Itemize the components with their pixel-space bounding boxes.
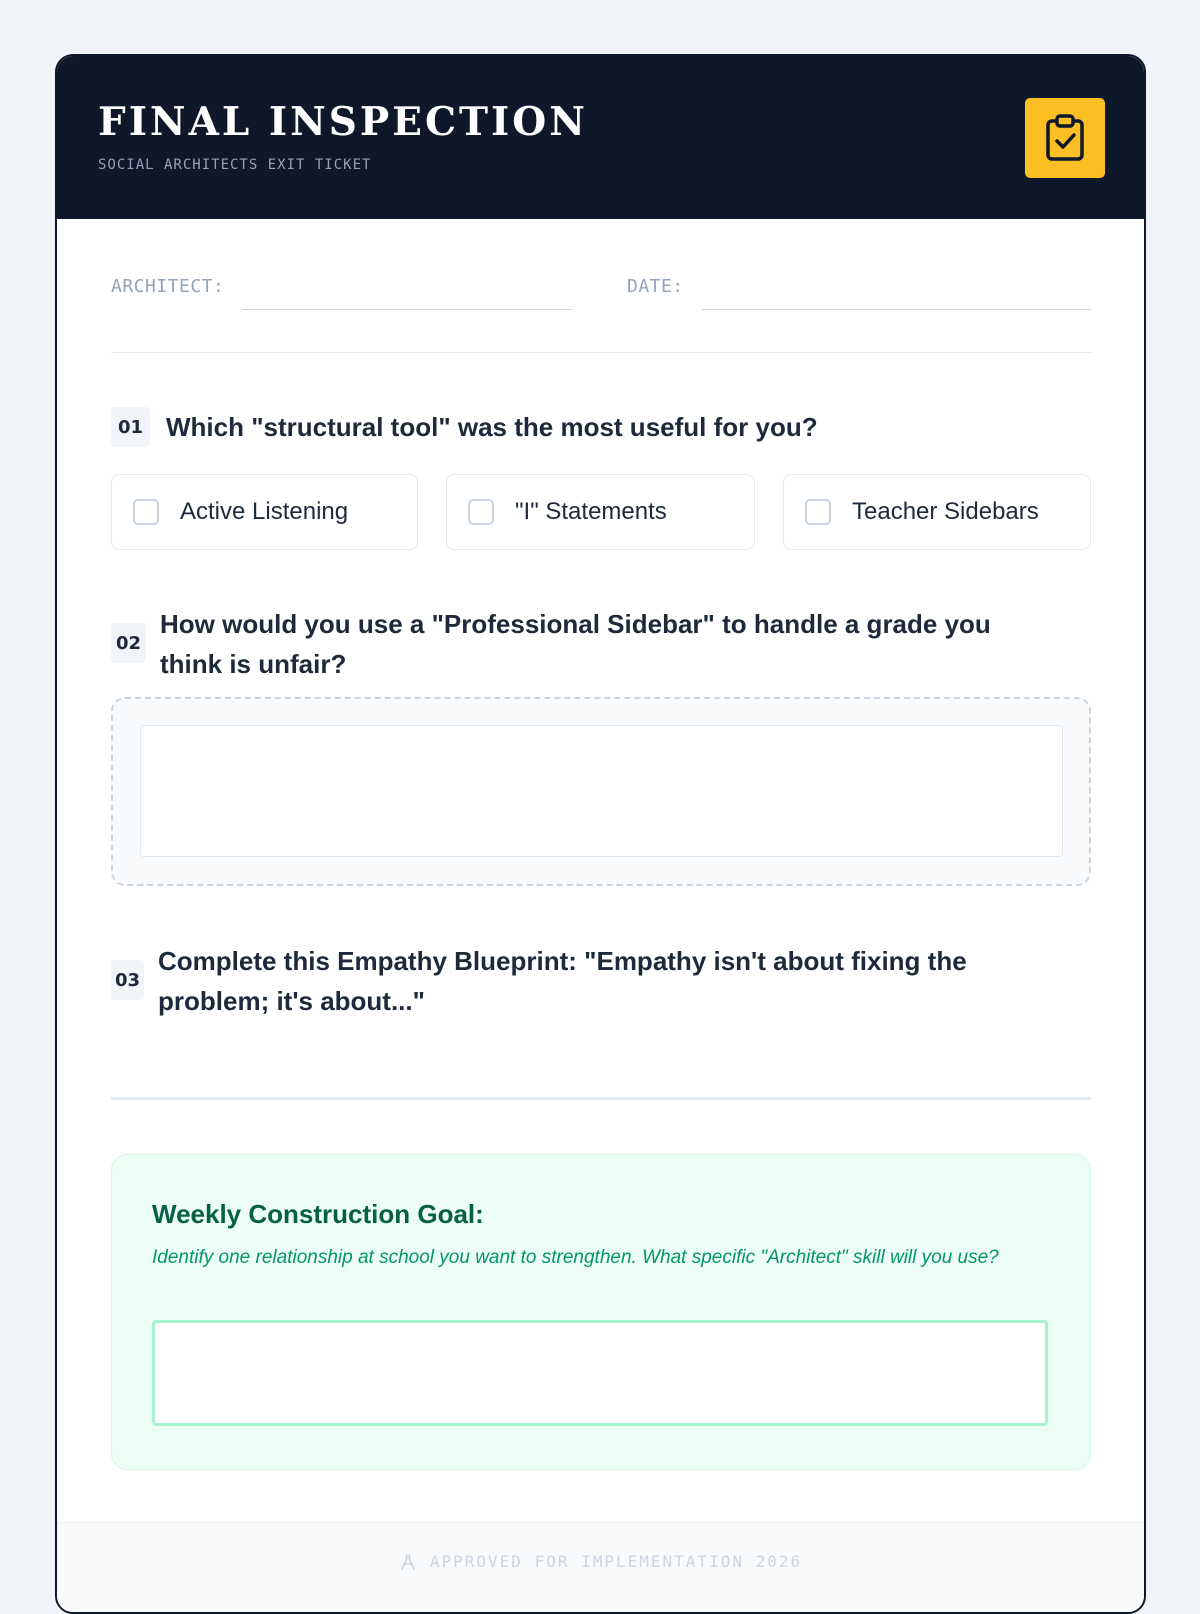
goal-input[interactable] bbox=[152, 1320, 1048, 1426]
architect-label: ARCHITECT: bbox=[111, 276, 225, 297]
footer bbox=[57, 1522, 1144, 1614]
answer-line[interactable] bbox=[111, 1097, 1091, 1100]
option-label: "I" Statements bbox=[515, 498, 667, 525]
header-badge bbox=[1025, 98, 1105, 178]
compass-icon bbox=[399, 1553, 417, 1571]
option-i-statements[interactable] bbox=[446, 474, 755, 550]
question-number: 02 bbox=[111, 623, 146, 663]
question-number: 01 bbox=[111, 407, 150, 447]
exit-ticket-card bbox=[55, 54, 1146, 1614]
checkbox[interactable] bbox=[133, 499, 159, 525]
page-title: FINAL INSPECTION bbox=[98, 99, 588, 145]
option-teacher-sidebars[interactable] bbox=[783, 474, 1091, 550]
date-field[interactable] bbox=[702, 309, 1091, 310]
footer-text: APPROVED FOR IMPLEMENTATION 2026 bbox=[429, 1552, 803, 1571]
goal-title: Weekly Construction Goal: bbox=[152, 1199, 484, 1229]
checkbox[interactable] bbox=[805, 499, 831, 525]
architect-field[interactable] bbox=[242, 309, 572, 310]
section-divider bbox=[111, 352, 1091, 353]
weekly-goal-panel bbox=[111, 1154, 1091, 1470]
header bbox=[57, 56, 1144, 219]
answer-textarea[interactable] bbox=[140, 725, 1063, 857]
page-subtitle: SOCIAL ARCHITECTS EXIT TICKET bbox=[98, 157, 372, 173]
date-label: DATE: bbox=[627, 276, 684, 297]
checkbox[interactable] bbox=[468, 499, 494, 525]
goal-description: Identify one relationship at school you want to strengthen. What specific "Architect" skill will you use? bbox=[152, 1247, 999, 1268]
option-active-listening[interactable] bbox=[111, 474, 418, 550]
question-text: Which "structural tool" was the most useful for you? bbox=[166, 412, 818, 442]
clipboard-check-icon bbox=[1043, 114, 1087, 162]
question-text: How would you use a "Professional Sidebar" to handle a grade you think is unfair? bbox=[160, 609, 991, 679]
option-label: Teacher Sidebars bbox=[852, 498, 1039, 525]
footer-content bbox=[57, 1552, 1144, 1571]
question-text: Complete this Empathy Blueprint: "Empathy isn't about fixing the problem; it's about..." bbox=[158, 946, 967, 1016]
option-label: Active Listening bbox=[180, 498, 349, 525]
answer-area bbox=[111, 697, 1091, 886]
question-number: 03 bbox=[111, 960, 144, 1000]
